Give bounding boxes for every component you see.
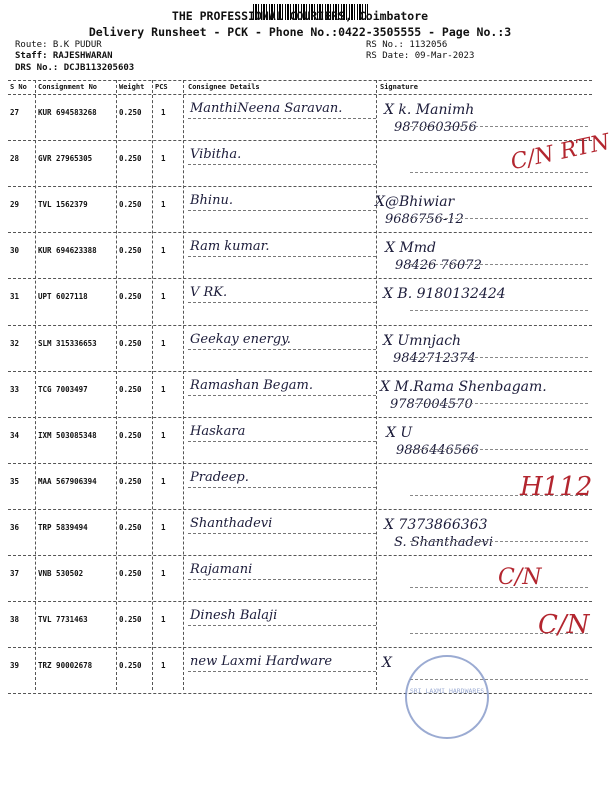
cell-weight: 0.250 [119, 108, 142, 117]
runsheet-subtitle: Delivery Runsheet - PCK - Phone No.:0422-3505555 - Page No.:3 [88, 25, 512, 39]
cell-weight: 0.250 [119, 200, 142, 210]
stamp-text: SRI LAXMI HARDWARES [409, 687, 485, 695]
table-row [8, 603, 592, 649]
cell-consignment: TVL 1562379 [38, 200, 88, 210]
signature-handwriting: X@Bhiwiar [375, 194, 455, 211]
consignee-handwriting: Bhinu. [190, 193, 233, 209]
cell-sno: 35 [10, 476, 20, 486]
consignee-handwriting: Pradeep. [190, 469, 249, 485]
consignee-handwriting: Shanthadevi [190, 515, 273, 531]
route-label: Route: B.K PUDUR [15, 40, 102, 50]
cell-weight: 0.250 [119, 476, 142, 486]
signature-phone: S. Shanthadevi [394, 534, 493, 550]
col-consignee: Consignee Details [188, 83, 260, 91]
cell-pcs: 1 [161, 661, 166, 671]
col-consignment: Consignment No [38, 83, 98, 91]
company-title: THE PROFESSIONAL COURIERS, Coimbatore [171, 9, 429, 23]
cell-pcs: 1 [161, 200, 166, 210]
cell-sno: 28 [10, 154, 20, 164]
consignee-handwriting: Haskara [190, 423, 246, 439]
col-weight: Weight [119, 83, 145, 91]
col-pcs: PCS [155, 83, 168, 91]
table-row [8, 142, 592, 188]
cell-pcs: 1 [161, 476, 166, 486]
signature-handwriting: X M.Rama Shenbagam. [380, 378, 547, 395]
cell-weight: 0.250 [119, 615, 142, 625]
table-row [8, 327, 592, 373]
cell-pcs: 1 [161, 384, 166, 394]
cell-consignment: TRZ 90002678 [38, 661, 93, 671]
consignee-handwriting: V RK. [190, 285, 228, 301]
rtn-annotation: C/N RTN [508, 129, 612, 176]
consignee-handwriting: Geekay energy. [190, 331, 291, 347]
cell-weight: 0.250 [119, 292, 142, 302]
h112-annotation: H112 [520, 472, 593, 502]
consignee-handwriting: new Laxmi Hardware [190, 654, 333, 670]
cell-pcs: 1 [161, 430, 166, 440]
cell-sno: 38 [10, 615, 20, 625]
table-row [8, 649, 592, 695]
cell-consignment: GVR 27965305 [38, 154, 93, 164]
cell-weight: 0.250 [119, 246, 142, 256]
cell-sno: 37 [10, 569, 20, 578]
col-signature: Signature [380, 83, 418, 91]
signature-phone: 9686756-12 [385, 212, 464, 228]
cell-pcs: 1 [161, 522, 166, 532]
cn-annotation: C/N [498, 565, 542, 590]
cell-sno: 31 [10, 292, 20, 302]
signature-phone: 9886446566 [396, 442, 479, 458]
cell-sno: 33 [10, 384, 20, 394]
cell-sno: 32 [10, 338, 20, 348]
cell-weight: 0.250 [119, 338, 142, 348]
cell-pcs: 1 [161, 246, 166, 256]
cell-pcs: 1 [161, 569, 166, 578]
cell-consignment: KUR 694583268 [38, 108, 97, 117]
table-row [8, 280, 592, 326]
cell-sno: 36 [10, 522, 20, 532]
table-row [8, 419, 592, 465]
signature-handwriting: X k. Manimh [384, 102, 475, 118]
cell-pcs: 1 [161, 292, 166, 302]
rs-number: RS No.: 1132056 [366, 40, 448, 50]
signature-handwriting: X Mmd [385, 240, 436, 257]
consignee-handwriting: Ram kumar. [190, 239, 270, 255]
cell-consignment: MAA 567906394 [38, 476, 97, 486]
consignee-handwriting: Ramashan Begam. [190, 377, 313, 393]
cell-weight: 0.250 [119, 430, 142, 440]
cell-sno: 29 [10, 200, 20, 210]
table-header [8, 80, 592, 94]
cell-pcs: 1 [161, 615, 166, 625]
table-row [8, 96, 592, 142]
signature-handwriting: X B. 9180132424 [383, 286, 506, 303]
header-bottom-rule [8, 94, 592, 95]
cell-consignment: TVL 7731463 [38, 615, 88, 625]
signature-handwriting: X 7373866363 [384, 516, 488, 533]
signature-handwriting: X Umnjach [383, 332, 462, 349]
drs-number: DRS No.: DCJB113205603 [15, 63, 135, 73]
rs-date: RS Date: 09-Mar-2023 [366, 51, 475, 61]
cell-sno: 39 [10, 661, 20, 671]
table-row [8, 234, 592, 280]
cn-annotation: C/N [538, 610, 590, 640]
cell-consignment: VNB 530502 [38, 569, 84, 578]
cell-pcs: 1 [161, 338, 166, 348]
cell-weight: 0.250 [119, 661, 142, 671]
table-row [8, 188, 592, 234]
consignee-handwriting: Dinesh Balaji [190, 608, 278, 624]
cell-sno: 30 [10, 246, 20, 256]
signature-phone: 9842712374 [393, 350, 476, 366]
consignee-handwriting: ManthiNeena Saravan. [190, 101, 343, 116]
signature-handwriting: X [382, 655, 392, 672]
cell-consignment: IXM 503085348 [38, 430, 97, 440]
cell-pcs: 1 [161, 154, 166, 164]
staff-label: Staff: RAJESHWARAN [15, 51, 113, 61]
cell-sno: 27 [10, 108, 20, 117]
table-row [8, 373, 592, 419]
table-row [8, 465, 592, 511]
signature-phone: 9787004570 [390, 396, 473, 412]
consignee-handwriting: Rajamani [190, 562, 253, 577]
consignee-handwriting: Vibitha. [190, 147, 242, 163]
cell-sno: 34 [10, 430, 20, 440]
shop-stamp [405, 655, 489, 739]
cell-weight: 0.250 [119, 384, 142, 394]
cell-consignment: TRP 5839494 [38, 522, 88, 532]
cell-pcs: 1 [161, 108, 166, 117]
cell-weight: 0.250 [119, 569, 142, 578]
cell-consignment: SLM 315336653 [38, 338, 97, 348]
signature-phone: 9870603056 [394, 120, 477, 135]
cell-consignment: KUR 694623388 [38, 246, 97, 256]
signature-phone: 98426 76072 [395, 258, 482, 274]
col-sno: S No [10, 83, 27, 91]
cell-weight: 0.250 [119, 154, 142, 164]
cell-consignment: UPT 6027118 [38, 292, 88, 302]
cell-consignment: TCG 7003497 [38, 384, 88, 394]
cell-weight: 0.250 [119, 522, 142, 532]
signature-handwriting: X U [386, 424, 413, 441]
table-row [8, 511, 592, 557]
